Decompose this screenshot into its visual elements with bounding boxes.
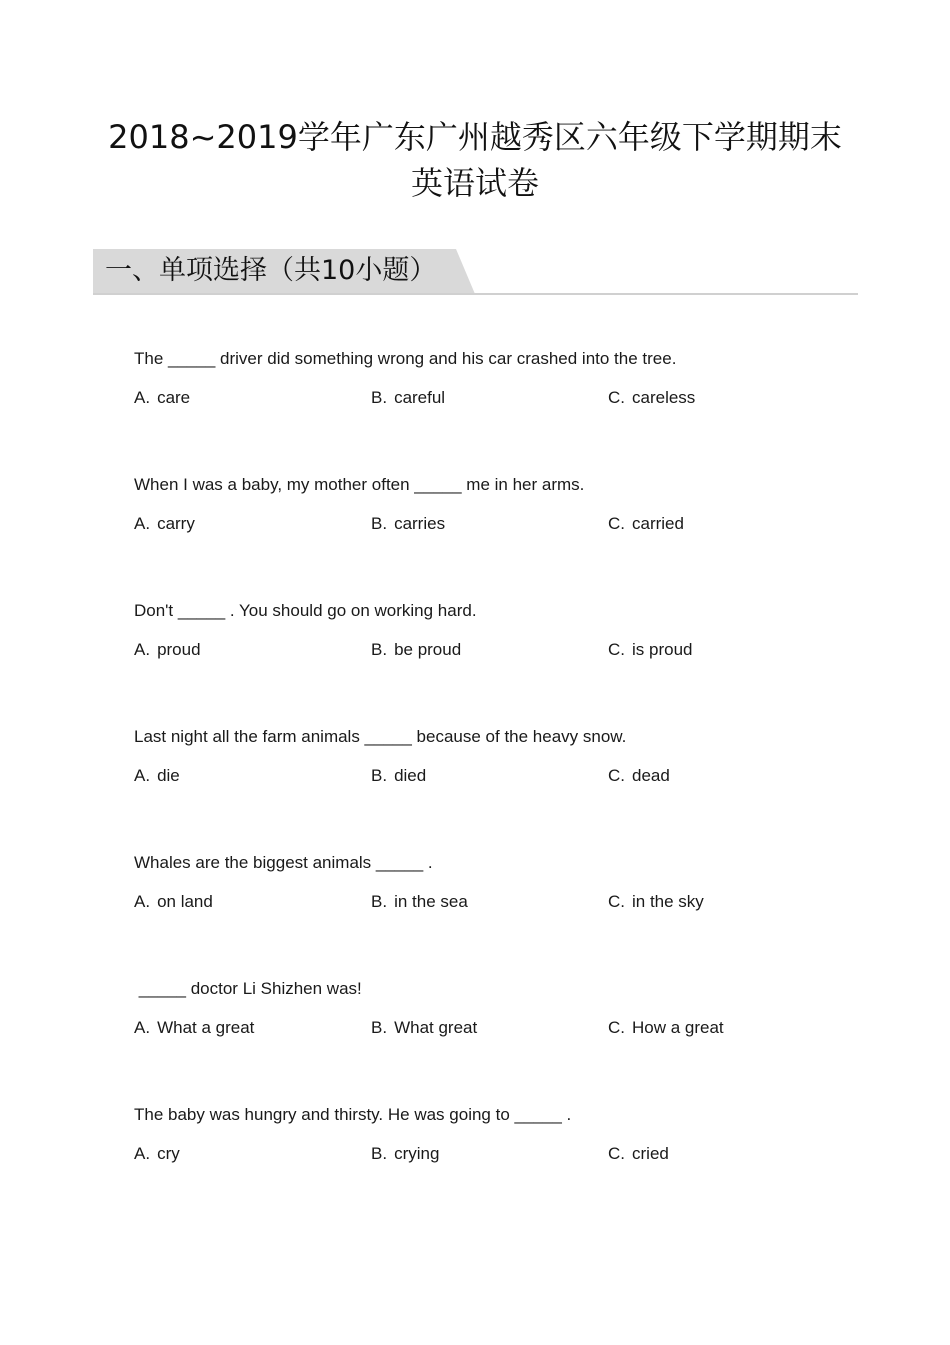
option-c [608,891,704,913]
option-c [608,1143,669,1165]
option-letter: B. [371,1018,388,1037]
option-letter: B. [371,892,388,911]
option-c [608,1017,724,1039]
option-letter: A. [134,1018,151,1037]
option-a [134,639,201,661]
section-header-underline [93,293,858,295]
option-text: carries [394,514,446,533]
option-letter: B. [371,514,388,533]
option-text: How a great [632,1018,724,1037]
option-text: What a great [157,1018,255,1037]
option-letter: A. [134,1144,151,1163]
option-text: is proud [632,640,693,659]
question-stem: The baby was hungry and thirsty. He was going to _____ . [134,1105,572,1124]
option-text: careful [394,388,446,407]
option-letter: A. [134,514,151,533]
question-options [134,1143,854,1165]
question-4 [134,726,854,787]
option-text: in the sea [394,892,468,911]
option-a [134,387,190,409]
option-c [608,513,684,535]
option-letter: A. [134,640,151,659]
option-letter: C. [608,1018,625,1037]
option-c [608,765,670,787]
option-letter: C. [608,1144,625,1163]
option-letter: B. [371,640,388,659]
question-5 [134,852,854,913]
question-7 [134,1104,854,1165]
question-options [134,891,854,913]
question-1 [134,348,854,409]
option-a [134,891,213,913]
option-text: in the sky [632,892,704,911]
option-letter: C. [608,388,625,407]
option-letter: C. [608,640,625,659]
option-letter: A. [134,892,151,911]
option-text: care [157,388,191,407]
question-stem: When I was a baby, my mother often _____ me in her arms. [134,475,585,494]
option-letter: C. [608,514,625,533]
option-c [608,387,695,409]
option-text: died [394,766,427,785]
option-letter: A. [134,388,151,407]
question-stem: Don't _____ . You should go on working hard. [134,601,477,620]
question-6 [134,978,854,1039]
option-b [371,765,426,787]
option-a [134,765,180,787]
option-c [608,639,692,661]
option-b [371,1017,477,1039]
question-options [134,1017,854,1039]
section-header-label: 一、单项选择（共10小题） [105,255,437,286]
option-text: carried [632,514,684,533]
option-a [134,1143,180,1165]
option-letter: B. [371,1144,388,1163]
question-stem: _____ doctor Li Shizhen was! [134,979,362,998]
option-letter: C. [608,892,625,911]
option-text: proud [157,640,201,659]
question-stem: Last night all the farm animals _____ because of the heavy snow. [134,727,627,746]
question-options [134,765,854,787]
document-title [60,114,890,206]
option-text: carry [157,514,195,533]
option-text: die [157,766,180,785]
document-title-line1: 2018~2019学年广东广州越秀区六年级下学期期末 [108,118,842,156]
option-letter: C. [608,766,625,785]
option-text: What great [394,1018,478,1037]
option-letter: B. [371,766,388,785]
option-text: cried [632,1144,669,1163]
option-letter: A. [134,766,151,785]
question-stem: Whales are the biggest animals _____ . [134,853,433,872]
option-b [371,387,445,409]
option-a [134,1017,254,1039]
option-b [371,891,468,913]
option-b [371,513,445,535]
option-text: cry [157,1144,180,1163]
option-text: on land [157,892,213,911]
option-letter: B. [371,388,388,407]
option-text: crying [394,1144,440,1163]
option-b [371,639,461,661]
option-text: careless [632,388,696,407]
question-3 [134,600,854,661]
option-b [371,1143,439,1165]
option-a [134,513,195,535]
question-options [134,513,854,535]
question-options [134,639,854,661]
question-options [134,387,854,409]
option-text: dead [632,766,670,785]
section-header [93,249,858,296]
option-text: be proud [394,640,462,659]
question-stem: The _____ driver did something wrong and his car crashed into the tree. [134,349,677,368]
document-title-line2: 英语试卷 [410,164,539,202]
question-2 [134,474,854,535]
